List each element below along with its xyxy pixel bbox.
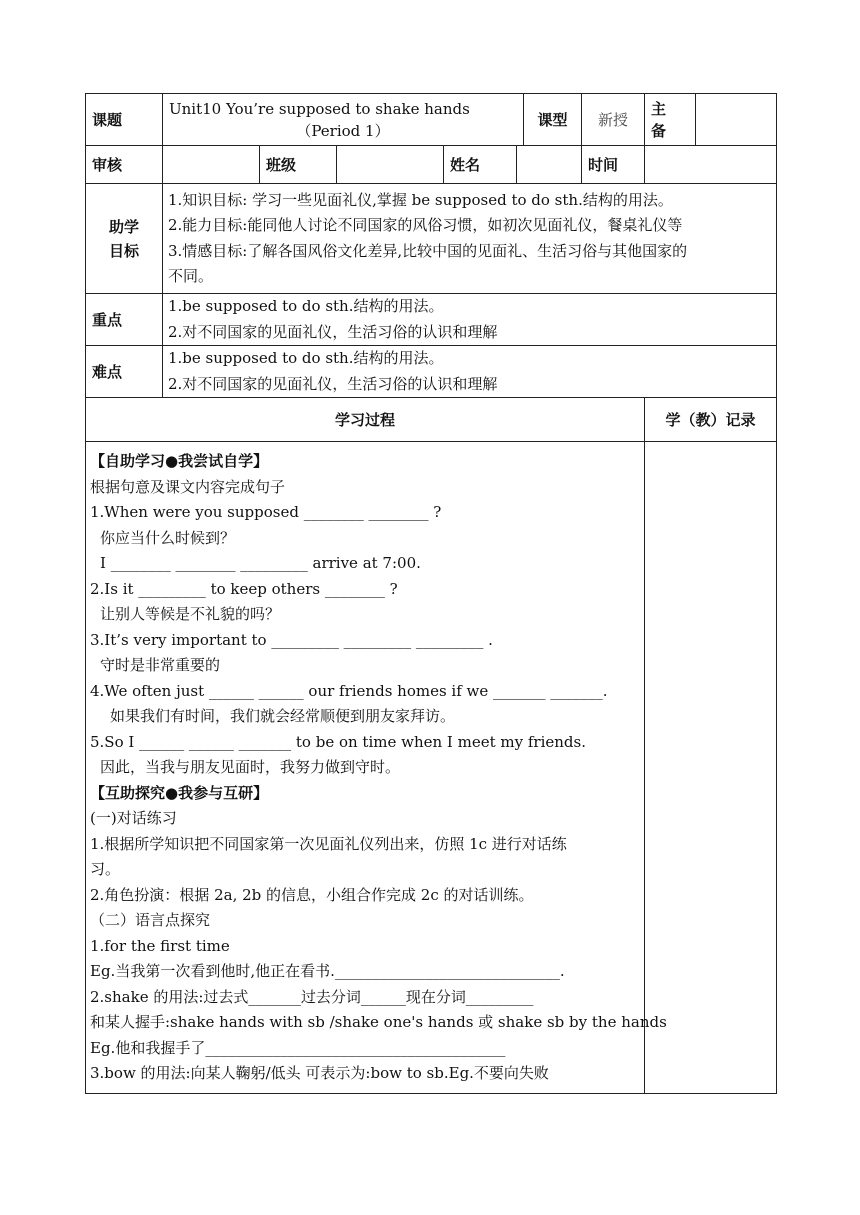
subsection-heading: (一)对话练习 — [90, 809, 177, 827]
language-point-line: 1.for the first time — [90, 936, 230, 955]
language-point-line: 2.shake 的用法:过去式_______过去分词______现在分词_________ — [90, 987, 534, 1006]
goal-line: 不同。 — [168, 267, 214, 285]
difficulties-label: 难点 — [86, 346, 163, 398]
difficulty-line: 1.be supposed to do sth.结构的用法。 — [168, 349, 444, 367]
goals-label — [86, 184, 163, 294]
name-label: 姓名 — [444, 146, 517, 184]
exercise-line: 5.So I ______ ______ _______ to be on time when I meet my friends. — [90, 732, 586, 751]
time-value[interactable] — [645, 146, 777, 184]
exercise-line: 4.We often just ______ ______ our friends homes if we _______ _______. — [90, 681, 608, 700]
task-line: 习。 — [90, 860, 121, 878]
language-point-line: 和某人握手:shake hands with sb /shake one's hands 或 shake sb by the hands — [90, 1013, 667, 1031]
key-point-line: 2.对不同国家的见面礼仪，生活习俗的认识和理解 — [168, 322, 498, 341]
preparer-label-1: 主 — [651, 99, 667, 118]
section-heading-self-study: 【自助学习●我尝试自学】 — [90, 452, 269, 470]
topic-period: （Period 1） — [296, 121, 390, 140]
preparer-value[interactable] — [696, 94, 777, 146]
goals-content — [163, 184, 777, 294]
preparer-label — [645, 94, 696, 146]
subsection-heading: （二）语言点探究 — [90, 911, 211, 929]
type-value: 新授 — [582, 94, 645, 146]
type-label: 课型 — [524, 94, 582, 146]
language-point-line: Eg.他和我握手了________________________________________ — [90, 1038, 506, 1057]
exercise-translation: 因此，当我与朋友见面时，我努力做到守时。 — [100, 758, 401, 776]
task-line: 1.根据所学知识把不同国家第一次见面礼仪列出来，仿照 1c 进行对话练 — [90, 834, 567, 853]
preparer-label-2: 备 — [651, 121, 667, 140]
process-header: 学习过程 — [86, 398, 645, 442]
name-value[interactable] — [517, 146, 582, 184]
goal-line: 2.能力目标:能同他人讨论不同国家的风俗习惯，如初次见面礼仪，餐桌礼仪等 — [168, 216, 683, 234]
exercise-line: 1.When were you supposed ________ ________ ? — [90, 503, 442, 521]
goal-line: 1.知识目标: 学习一些见面礼仪,掌握 be supposed to do sth.结构的用法。 — [168, 190, 673, 209]
class-label: 班级 — [260, 146, 337, 184]
exercise-line: I ________ ________ _________ arrive at 7:00. — [100, 554, 421, 572]
exercise-line: 3.It’s very important to _________ _________ _________ . — [90, 630, 493, 649]
exercise-translation: 让别人等候是不礼貌的吗？ — [100, 605, 281, 623]
review-value[interactable] — [163, 146, 260, 184]
key-point-line: 1.be supposed to do sth.结构的用法。 — [168, 297, 444, 315]
language-point-line: 3.bow 的用法:向某人鞠躬/低头 可表示为:bow to sb.Eg.不要向失败 — [90, 1064, 549, 1082]
exercise-line: 2.Is it _________ to keep others ________ ? — [90, 579, 398, 598]
goals-label-1: 助学 — [108, 217, 139, 236]
time-label: 时间 — [582, 146, 645, 184]
key-points-content — [163, 294, 777, 346]
notes-column[interactable] — [645, 442, 777, 1094]
notes-header: 学（教）记录 — [645, 398, 777, 442]
process-content — [86, 442, 667, 1094]
key-points-label: 重点 — [86, 294, 163, 346]
topic-cell — [163, 94, 524, 146]
language-point-line: Eg.当我第一次看到他时,他正在看书.______________________________. — [90, 962, 565, 980]
lesson-plan-table — [85, 93, 777, 1094]
exercise-translation: 你应当什么时候到？ — [100, 528, 236, 547]
task-line: 2.角色扮演：根据 2a, 2b 的信息，小组合作完成 2c 的对话训练。 — [90, 885, 534, 904]
goal-line: 3.情感目标:了解各国风俗文化差异,比较中国的见面礼、生活习俗与其他国家的 — [168, 241, 688, 260]
difficulties-content — [163, 346, 777, 398]
topic-label: 课题 — [86, 94, 163, 146]
section-heading-cooperative: 【互助探究●我参与互研】 — [90, 783, 269, 802]
topic-title: Unit10 You’re supposed to shake hands — [169, 99, 470, 118]
exercise-translation: 如果我们有时间，我们就会经常顺便到朋友家拜访。 — [110, 707, 456, 725]
instruction-line: 根据句意及课文内容完成句子 — [90, 477, 286, 496]
exercise-translation: 守时是非常重要的 — [100, 656, 221, 674]
difficulty-line: 2.对不同国家的见面礼仪，生活习俗的认识和理解 — [168, 374, 498, 393]
review-label: 审核 — [86, 146, 163, 184]
goals-label-2: 目标 — [108, 241, 139, 260]
class-value[interactable] — [337, 146, 444, 184]
